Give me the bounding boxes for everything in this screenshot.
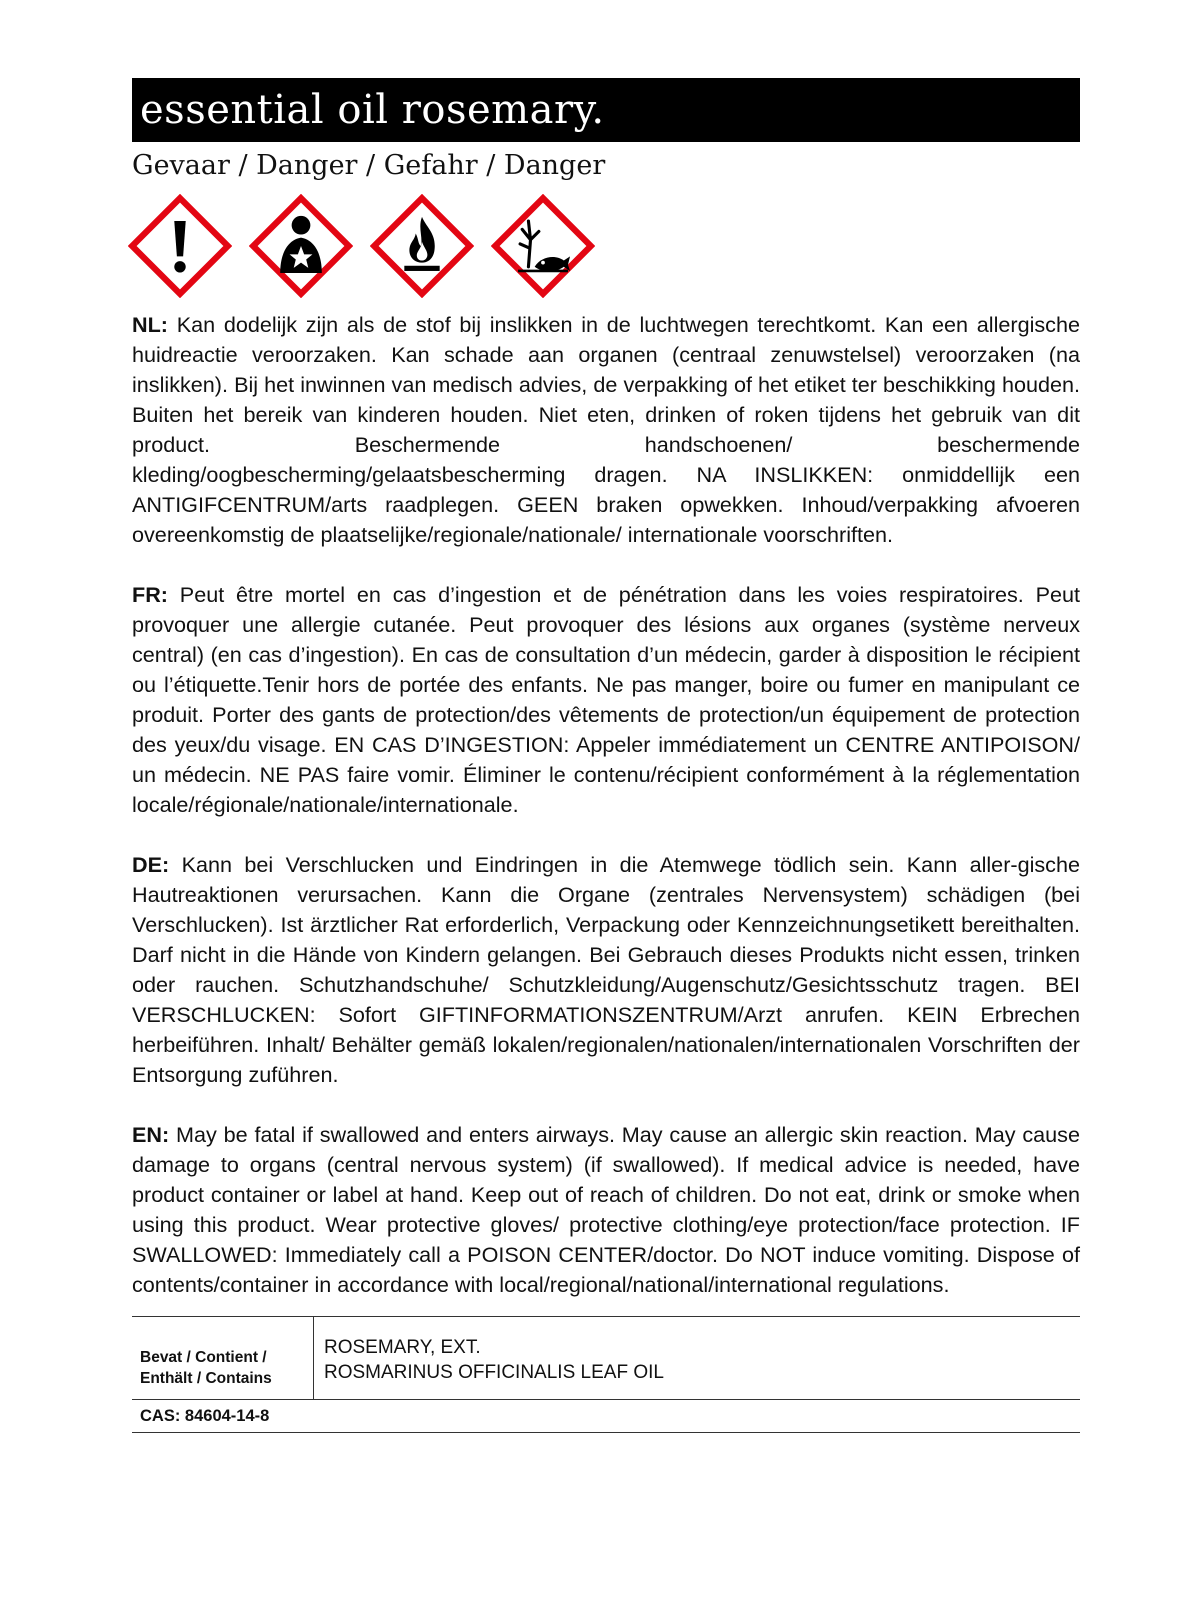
- hazard-statements: [132, 310, 1080, 1300]
- contents-label-line2: Enthält / Contains: [140, 1370, 272, 1388]
- cas-number: CAS: 84604-14-8: [140, 1407, 270, 1426]
- signal-word: Gevaar / Danger / Gefahr / Danger: [132, 150, 606, 181]
- product-title: essential oil rosemary.: [140, 87, 605, 133]
- contents-table: [132, 1316, 1080, 1433]
- statement-en: [132, 1120, 1080, 1300]
- health-hazard-icon: [249, 194, 353, 298]
- statement-fr: [132, 580, 1080, 820]
- statement-de: [132, 850, 1080, 1090]
- language-code: EN:: [132, 1122, 170, 1148]
- language-code: NL:: [132, 312, 168, 338]
- contents-row: [132, 1317, 1080, 1400]
- language-code: DE:: [132, 852, 170, 878]
- language-code: FR:: [132, 582, 168, 608]
- hazard-pictograms: [128, 194, 1080, 302]
- statement-text: Kan dodelijk zijn als de stof bij inslikken in de luchtwegen terechtkomt. Kan een allergische huidreactie veroorzaken. Kan schade aan organen (centraal zenuwstelsel) veroorzaken (na inslikken). Bij het inwinnen van medisch advies, de verpakking of het etiket ter beschikking houden. Buiten het bereik van kinderen houden. Niet eten, drinken of roken tijdens het gebruik van dit product. Beschermende handschoenen/ beschermende kleding/oogbescherming/gelaatsbescherming dragen. NA INSLIKKEN: onmiddellijk een ANTIGIFCENTRUM/arts raadplegen. GEEN braken opwekken. Inhoud/verpakking afvoeren overeenkomstig de plaatselijke/regionale/nationale/ internationale voorschriften.: [132, 312, 1080, 548]
- contents-label: [132, 1317, 314, 1399]
- label-page: [132, 78, 1080, 1433]
- contents-values: [314, 1317, 672, 1399]
- statement-text: Peut être mortel en cas d’ingestion et de pénétration dans les voies respiratoires. Peut provoquer une allergie cutanée. Peut provoquer des lésions aux organes (système nerveux central) (en cas d’ingestion). En cas de consultation d’un médecin, garder à disposition le récipient ou l’étiquette.Tenir hors de portée des enfants. Ne pas manger, boire ou fumer en manipulant ce produit. Porter des gants de protection/des vêtements de protection/un équipement de protection des yeux/du visage. EN CAS D’INGESTION: Appeler immédiatement un CENTRE ANTIPOISON/ un médecin. NE PAS faire vomir. Éliminer le contenu/récipient conformément à la réglementation locale/régionale/nationale/internationale.: [132, 582, 1080, 818]
- contents-value-line1: ROSEMARY, EXT.: [324, 1337, 481, 1359]
- title-bar: [132, 78, 1080, 142]
- statement-text: May be fatal if swallowed and enters airways. May cause an allergic skin reaction. May cause damage to organs (central nervous system) (if swallowed). If medical advice is needed, have product container or label at hand. Keep out of reach of children. Do not eat, drink or smoke when using this product. Wear protective gloves/ protective clothing/eye protection/face protection. IF SWALLOWED: Immediately call a POISON CENTER/doctor. Do NOT induce vomiting. Dispose of contents/container in accordance with local/regional/national/international regulations.: [132, 1122, 1080, 1298]
- statement-nl: [132, 310, 1080, 550]
- exclamation-mark-icon: [128, 194, 232, 298]
- statement-text: Kann bei Verschlucken und Eindringen in die Atemwege tödlich sein. Kann aller-gische Hautreaktionen verursachen. Kann die Organe (zentrales Nervensystem) schädigen (bei Verschlucken). Ist ärztlicher Rat erforderlich, Verpackung oder Kennzeichnungsetikett bereithalten. Darf nicht in die Hände von Kindern gelangen. Bei Gebrauch dieses Produkts nicht essen, trinken oder rauchen. Schutzhandschuhe/ Schutzkleidung/Augenschutz/Gesichtsschutz tragen. BEI VERSCHLUCKEN: Sofort GIFTINFORMATIONSZENTRUM/Arzt anrufen. KEIN Erbrechen herbeiführen. Inhalt/ Behälter gemäß lokalen/regionalen/nationalen/internationalen Vorschriften der Entsorgung zuführen.: [132, 852, 1080, 1088]
- environment-icon: [491, 194, 595, 298]
- contents-value-line2: ROSMARINUS OFFICINALIS LEAF OIL: [324, 1362, 664, 1384]
- contents-label-line1: Bevat / Contient /: [140, 1349, 267, 1367]
- flame-icon: [370, 194, 474, 298]
